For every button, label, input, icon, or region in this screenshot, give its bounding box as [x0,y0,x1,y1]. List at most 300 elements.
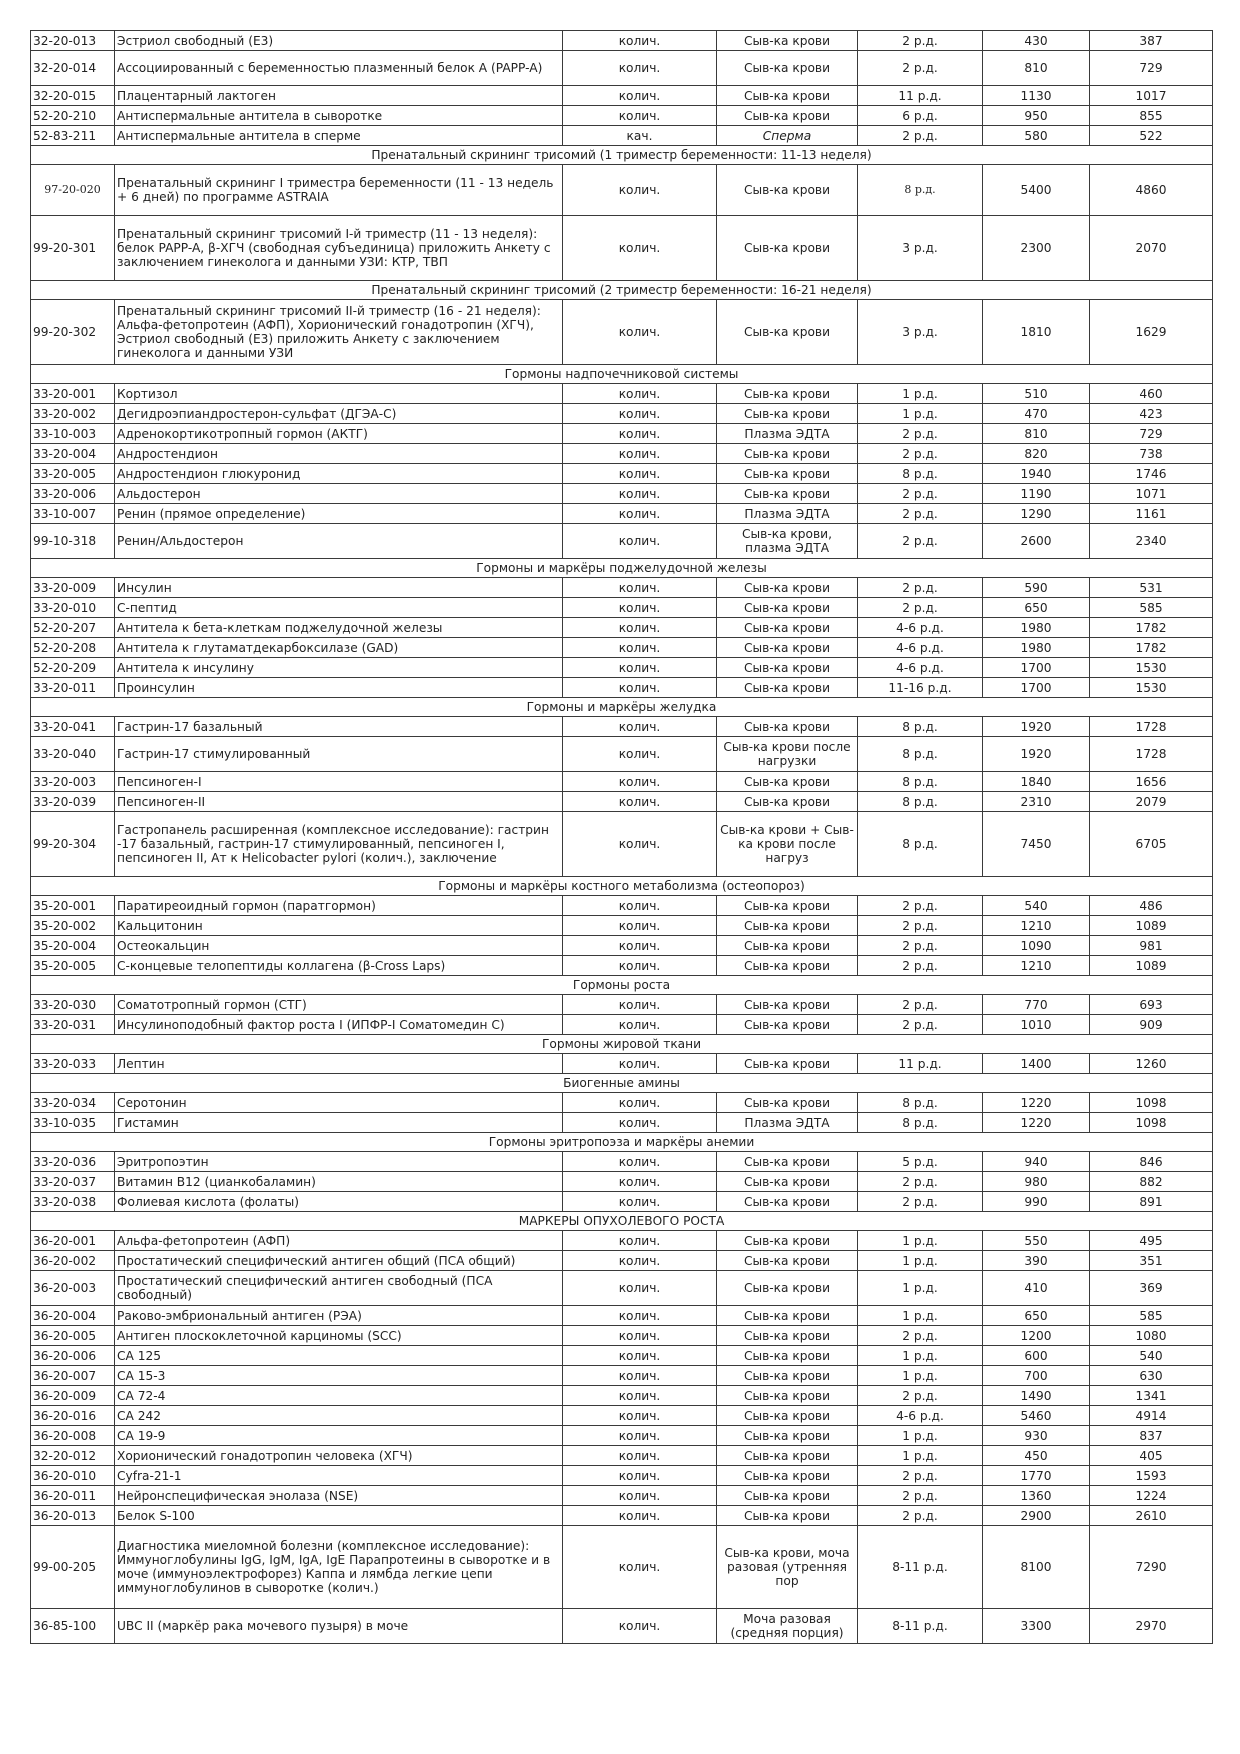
price-cell: 990 [983,1192,1090,1212]
biomaterial-cell: Сыв-ка крови [717,1346,858,1366]
test-name-cell: СА 19-9 [115,1426,563,1446]
biomaterial-cell: Сыв-ка крови [717,1506,858,1526]
turnaround-term-cell: 11 р.д. [858,1054,983,1074]
discount-price-cell: 585 [1090,598,1213,618]
section-header-row [31,559,1213,578]
analysis-type-cell: колич. [563,300,717,365]
test-name-cell: Кальцитонин [115,916,563,936]
test-code-cell: 33-20-010 [31,598,115,618]
table-row [31,1172,1213,1192]
discount-price-cell: 1341 [1090,1386,1213,1406]
test-name-cell: Пренатальный скрининг трисомий II-й триместр (16 - 21 неделя): Альфа-фетопротеин (АФП), Хорионический гонадотропин (ХГЧ), Эстриол свободный (Е3) приложить Анкету с заключением гинеколога и данными УЗИ [115,300,563,365]
turnaround-term-cell: 2 р.д. [858,916,983,936]
turnaround-term-cell: 2 р.д. [858,31,983,51]
discount-price-cell: 2340 [1090,524,1213,559]
test-name-cell: Раково-эмбриональный антиген (РЭА) [115,1306,563,1326]
turnaround-term-cell: 2 р.д. [858,578,983,598]
biomaterial-cell: Сыв-ка крови [717,1192,858,1212]
test-name-cell: Пренатальный скрининг трисомий I-й триместр (11 - 13 неделя): белок PAPP-A, β-ХГЧ (свободная субъединица) приложить Анкету с заключением гинеколога и данными УЗИ: КТР, ТВП [115,216,563,281]
turnaround-term-cell: 1 р.д. [858,1446,983,1466]
test-code-cell: 52-20-207 [31,618,115,638]
analysis-type-cell: колич. [563,1015,717,1035]
test-name-cell: Гистамин [115,1113,563,1133]
turnaround-term-cell: 2 р.д. [858,1386,983,1406]
test-name-cell: Эстриол свободный (Е3) [115,31,563,51]
turnaround-term-cell: 8 р.д. [858,812,983,877]
test-code-cell: 33-20-036 [31,1152,115,1172]
test-name-cell: Альфа-фетопротеин (АФП) [115,1231,563,1251]
analysis-type-cell: колич. [563,792,717,812]
turnaround-term-cell: 11 р.д. [858,86,983,106]
price-cell: 1810 [983,300,1090,365]
biomaterial-cell: Сыв-ка крови [717,1486,858,1506]
price-cell: 980 [983,1172,1090,1192]
price-cell: 1210 [983,916,1090,936]
table-row [31,618,1213,638]
turnaround-term-cell: 8 р.д. [858,1093,983,1113]
test-code-cell: 32-20-013 [31,31,115,51]
test-code-cell: 36-20-003 [31,1271,115,1306]
section-header-row [31,877,1213,896]
section-title: Гормоны жировой ткани [31,1035,1213,1054]
test-name-cell: Пепсиноген-II [115,792,563,812]
analysis-type-cell: колич. [563,1406,717,1426]
section-header-row [31,1212,1213,1231]
test-code-cell: 33-20-006 [31,484,115,504]
biomaterial-cell: Сперма [717,126,858,146]
test-name-cell: Cyfra-21-1 [115,1466,563,1486]
discount-price-cell: 2970 [1090,1609,1213,1644]
price-cell: 1290 [983,504,1090,524]
discount-price-cell: 7290 [1090,1526,1213,1609]
turnaround-term-cell: 4-6 р.д. [858,618,983,638]
price-cell: 940 [983,1152,1090,1172]
price-cell: 390 [983,1251,1090,1271]
turnaround-term-cell: 8 р.д. [858,165,983,216]
biomaterial-cell: Плазма ЭДТА [717,1113,858,1133]
turnaround-term-cell: 8 р.д. [858,464,983,484]
test-code-cell: 52-20-209 [31,658,115,678]
price-cell: 1700 [983,678,1090,698]
test-name-cell: Витамин В12 (цианкобаламин) [115,1172,563,1192]
table-row [31,1506,1213,1526]
price-list-page [30,30,1212,1644]
biomaterial-cell: Сыв-ка крови [717,772,858,792]
biomaterial-cell: Сыв-ка крови [717,1152,858,1172]
discount-price-cell: 540 [1090,1346,1213,1366]
test-code-cell: 36-20-007 [31,1366,115,1386]
biomaterial-cell: Сыв-ка крови [717,165,858,216]
table-row [31,1093,1213,1113]
turnaround-term-cell: 3 р.д. [858,216,983,281]
biomaterial-cell: Плазма ЭДТА [717,424,858,444]
discount-price-cell: 1746 [1090,464,1213,484]
turnaround-term-cell: 1 р.д. [858,1346,983,1366]
discount-price-cell: 1089 [1090,916,1213,936]
analysis-type-cell: колич. [563,956,717,976]
analysis-type-cell: колич. [563,1386,717,1406]
turnaround-term-cell: 8-11 р.д. [858,1526,983,1609]
test-code-cell: 33-20-030 [31,995,115,1015]
test-name-cell: СА 15-3 [115,1366,563,1386]
price-cell: 580 [983,126,1090,146]
turnaround-term-cell: 8 р.д. [858,772,983,792]
test-name-cell: Ренин (прямое определение) [115,504,563,524]
turnaround-term-cell: 2 р.д. [858,896,983,916]
price-cell: 1200 [983,1326,1090,1346]
table-row [31,792,1213,812]
section-title: Гормоны и маркёры поджелудочной железы [31,559,1213,578]
table-row [31,1366,1213,1386]
test-code-cell: 33-10-035 [31,1113,115,1133]
test-code-cell: 33-20-033 [31,1054,115,1074]
test-name-cell: Соматотропный гормон (СТГ) [115,995,563,1015]
test-name-cell: Плацентарный лактоген [115,86,563,106]
analysis-type-cell: колич. [563,896,717,916]
biomaterial-cell: Сыв-ка крови [717,956,858,976]
table-row [31,1306,1213,1326]
test-code-cell: 33-20-004 [31,444,115,464]
test-code-cell: 52-20-208 [31,638,115,658]
analysis-type-cell: колич. [563,578,717,598]
price-cell: 1770 [983,1466,1090,1486]
price-cell: 1090 [983,936,1090,956]
discount-price-cell: 1656 [1090,772,1213,792]
price-cell: 7450 [983,812,1090,877]
price-cell: 1980 [983,618,1090,638]
biomaterial-cell: Сыв-ка крови [717,1093,858,1113]
analysis-type-cell: колич. [563,772,717,792]
biomaterial-cell: Сыв-ка крови [717,1386,858,1406]
price-cell: 5460 [983,1406,1090,1426]
analysis-type-cell: кач. [563,126,717,146]
test-code-cell: 36-20-004 [31,1306,115,1326]
discount-price-cell: 405 [1090,1446,1213,1466]
section-title: Гормоны роста [31,976,1213,995]
lab-test-price-table [30,30,1213,1644]
biomaterial-cell: Сыв-ка крови [717,1446,858,1466]
test-name-cell: Антитела к бета-клеткам поджелудочной железы [115,618,563,638]
price-cell: 650 [983,1306,1090,1326]
table-row [31,916,1213,936]
test-code-cell: 33-20-034 [31,1093,115,1113]
table-row [31,524,1213,559]
discount-price-cell: 2070 [1090,216,1213,281]
section-title: Пренатальный скрининг трисомий (1 триместр беременности: 11-13 неделя) [31,146,1213,165]
discount-price-cell: 1071 [1090,484,1213,504]
analysis-type-cell: колич. [563,678,717,698]
price-cell: 1490 [983,1386,1090,1406]
analysis-type-cell: колич. [563,51,717,86]
discount-price-cell: 6705 [1090,812,1213,877]
discount-price-cell: 531 [1090,578,1213,598]
biomaterial-cell: Сыв-ка крови [717,51,858,86]
price-cell: 820 [983,444,1090,464]
analysis-type-cell: колич. [563,936,717,956]
discount-price-cell: 351 [1090,1251,1213,1271]
turnaround-term-cell: 3 р.д. [858,300,983,365]
turnaround-term-cell: 8 р.д. [858,717,983,737]
biomaterial-cell: Сыв-ка крови [717,384,858,404]
section-title: Биогенные амины [31,1074,1213,1093]
table-row [31,216,1213,281]
turnaround-term-cell: 1 р.д. [858,1306,983,1326]
test-code-cell: 32-20-014 [31,51,115,86]
discount-price-cell: 423 [1090,404,1213,424]
price-table-body [31,31,1213,1644]
test-code-cell: 33-20-031 [31,1015,115,1035]
table-row [31,1486,1213,1506]
price-cell: 1400 [983,1054,1090,1074]
biomaterial-cell: Сыв-ка крови [717,1466,858,1486]
test-code-cell: 36-20-016 [31,1406,115,1426]
biomaterial-cell: Сыв-ка крови [717,444,858,464]
test-name-cell: Антитела к инсулину [115,658,563,678]
analysis-type-cell: колич. [563,812,717,877]
section-header-row [31,1133,1213,1152]
biomaterial-cell: Сыв-ка крови после нагрузки [717,737,858,772]
turnaround-term-cell: 4-6 р.д. [858,1406,983,1426]
discount-price-cell: 882 [1090,1172,1213,1192]
section-header-row [31,281,1213,300]
analysis-type-cell: колич. [563,1113,717,1133]
test-name-cell: Простатический специфический антиген общий (ПСА общий) [115,1251,563,1271]
analysis-type-cell: колич. [563,1426,717,1446]
turnaround-term-cell: 2 р.д. [858,504,983,524]
table-row [31,1406,1213,1426]
test-code-cell: 33-20-005 [31,464,115,484]
biomaterial-cell: Сыв-ка крови [717,86,858,106]
price-cell: 1840 [983,772,1090,792]
test-code-cell: 99-20-304 [31,812,115,877]
table-row [31,1609,1213,1644]
table-row [31,678,1213,698]
analysis-type-cell: колич. [563,598,717,618]
turnaround-term-cell: 8-11 р.д. [858,1609,983,1644]
table-row [31,1054,1213,1074]
biomaterial-cell: Сыв-ка крови [717,1251,858,1271]
analysis-type-cell: колич. [563,484,717,504]
price-cell: 950 [983,106,1090,126]
table-row [31,126,1213,146]
test-name-cell: Нейронспецифическая энолаза (NSE) [115,1486,563,1506]
price-cell: 2600 [983,524,1090,559]
section-header-row [31,698,1213,717]
table-row [31,638,1213,658]
analysis-type-cell: колич. [563,1446,717,1466]
test-name-cell: Фолиевая кислота (фолаты) [115,1192,563,1212]
discount-price-cell: 1080 [1090,1326,1213,1346]
table-row [31,956,1213,976]
test-code-cell: 36-85-100 [31,1609,115,1644]
analysis-type-cell: колич. [563,1054,717,1074]
table-row [31,812,1213,877]
biomaterial-cell: Сыв-ка крови [717,995,858,1015]
test-name-cell: Дегидроэпиандростерон-сульфат (ДГЭА-С) [115,404,563,424]
price-cell: 770 [983,995,1090,1015]
table-row [31,464,1213,484]
turnaround-term-cell: 5 р.д. [858,1152,983,1172]
table-row [31,404,1213,424]
test-code-cell: 33-20-037 [31,1172,115,1192]
analysis-type-cell: колич. [563,717,717,737]
table-row [31,1251,1213,1271]
test-code-cell: 33-20-011 [31,678,115,698]
section-title: Гормоны и маркёры костного метаболизма (остеопороз) [31,877,1213,896]
table-row [31,1466,1213,1486]
price-cell: 930 [983,1426,1090,1446]
price-cell: 2300 [983,216,1090,281]
test-code-cell: 33-20-039 [31,792,115,812]
discount-price-cell: 909 [1090,1015,1213,1035]
analysis-type-cell: колич. [563,1466,717,1486]
test-name-cell: Лептин [115,1054,563,1074]
discount-price-cell: 1224 [1090,1486,1213,1506]
biomaterial-cell: Сыв-ка крови + Сыв-ка крови после нагруз [717,812,858,877]
biomaterial-cell: Сыв-ка крови [717,916,858,936]
biomaterial-cell: Сыв-ка крови [717,216,858,281]
table-row [31,1326,1213,1346]
price-cell: 1360 [983,1486,1090,1506]
analysis-type-cell: колич. [563,444,717,464]
price-cell: 1940 [983,464,1090,484]
table-row [31,300,1213,365]
table-row [31,1346,1213,1366]
test-name-cell: Гастропанель расширенная (комплексное исследование): гастрин -17 базальный, гастрин-17 стимулированный, пепсиноген I, пепсиноген II, Ат к Helicobacter pylori (колич.), заключение [115,812,563,877]
analysis-type-cell: колич. [563,31,717,51]
discount-price-cell: 846 [1090,1152,1213,1172]
test-name-cell: Альдостерон [115,484,563,504]
discount-price-cell: 1098 [1090,1093,1213,1113]
price-cell: 1190 [983,484,1090,504]
analysis-type-cell: колич. [563,1306,717,1326]
biomaterial-cell: Сыв-ка крови, плазма ЭДТА [717,524,858,559]
test-name-cell: Паратиреоидный гормон (паратгормон) [115,896,563,916]
test-code-cell: 99-20-301 [31,216,115,281]
test-code-cell: 32-20-015 [31,86,115,106]
table-row [31,1231,1213,1251]
price-cell: 1920 [983,717,1090,737]
biomaterial-cell: Сыв-ка крови [717,678,858,698]
table-row [31,51,1213,86]
table-row [31,1526,1213,1609]
test-code-cell: 33-20-040 [31,737,115,772]
biomaterial-cell: Сыв-ка крови [717,1054,858,1074]
test-code-cell: 36-20-005 [31,1326,115,1346]
analysis-type-cell: колич. [563,1231,717,1251]
test-name-cell: С-концевые телопептиды коллагена (β-Cross Laps) [115,956,563,976]
biomaterial-cell: Сыв-ка крови [717,464,858,484]
test-code-cell: 99-20-302 [31,300,115,365]
table-row [31,1152,1213,1172]
test-name-cell: Инсулин [115,578,563,598]
discount-price-cell: 981 [1090,936,1213,956]
table-row [31,1446,1213,1466]
analysis-type-cell: колич. [563,618,717,638]
biomaterial-cell: Сыв-ка крови [717,1326,858,1346]
test-name-cell: Простатический специфический антиген свободный (ПСА свободный) [115,1271,563,1306]
analysis-type-cell: колич. [563,1366,717,1386]
test-name-cell: Хорионический гонадотропин человека (ХГЧ) [115,1446,563,1466]
analysis-type-cell: колич. [563,165,717,216]
test-name-cell: СА 72-4 [115,1386,563,1406]
turnaround-term-cell: 2 р.д. [858,1326,983,1346]
section-title: Гормоны эритропоэза и маркёры анемии [31,1133,1213,1152]
test-code-cell: 35-20-001 [31,896,115,916]
test-name-cell: Гастрин-17 базальный [115,717,563,737]
test-code-cell: 33-20-001 [31,384,115,404]
biomaterial-cell: Сыв-ка крови [717,1015,858,1035]
biomaterial-cell: Сыв-ка крови [717,404,858,424]
table-row [31,658,1213,678]
turnaround-term-cell: 2 р.д. [858,1172,983,1192]
test-code-cell: 33-20-041 [31,717,115,737]
discount-price-cell: 2079 [1090,792,1213,812]
test-name-cell: Кортизол [115,384,563,404]
turnaround-term-cell: 1 р.д. [858,384,983,404]
table-row [31,384,1213,404]
biomaterial-cell: Сыв-ка крови [717,484,858,504]
test-name-cell: Белок S-100 [115,1506,563,1526]
turnaround-term-cell: 2 р.д. [858,1192,983,1212]
test-name-cell: Инсулиноподобный фактор роста I (ИПФР-I Соматомедин С) [115,1015,563,1035]
discount-price-cell: 1629 [1090,300,1213,365]
price-cell: 550 [983,1231,1090,1251]
turnaround-term-cell: 11-16 р.д. [858,678,983,698]
turnaround-term-cell: 2 р.д. [858,51,983,86]
discount-price-cell: 729 [1090,424,1213,444]
table-row [31,1426,1213,1446]
test-name-cell: СА 242 [115,1406,563,1426]
test-name-cell: Антиспермальные антитела в сперме [115,126,563,146]
table-row [31,106,1213,126]
test-name-cell: Антитела к глутаматдекарбоксилазе (GAD) [115,638,563,658]
test-code-cell: 35-20-004 [31,936,115,956]
biomaterial-cell: Плазма ЭДТА [717,504,858,524]
discount-price-cell: 1782 [1090,638,1213,658]
turnaround-term-cell: 1 р.д. [858,404,983,424]
test-name-cell: Серотонин [115,1093,563,1113]
biomaterial-cell: Сыв-ка крови [717,618,858,638]
table-row [31,772,1213,792]
test-name-cell: Ренин/Альдостерон [115,524,563,559]
discount-price-cell: 1728 [1090,737,1213,772]
turnaround-term-cell: 4-6 р.д. [858,658,983,678]
test-code-cell: 36-20-002 [31,1251,115,1271]
price-cell: 2310 [983,792,1090,812]
table-row [31,598,1213,618]
test-code-cell: 97-20-020 [31,165,115,216]
table-row [31,896,1213,916]
test-code-cell: 99-10-318 [31,524,115,559]
price-cell: 8100 [983,1526,1090,1609]
price-cell: 5400 [983,165,1090,216]
analysis-type-cell: колич. [563,1609,717,1644]
analysis-type-cell: колич. [563,1093,717,1113]
test-name-cell: СА 125 [115,1346,563,1366]
discount-price-cell: 1098 [1090,1113,1213,1133]
analysis-type-cell: колич. [563,737,717,772]
analysis-type-cell: колич. [563,658,717,678]
price-cell: 450 [983,1446,1090,1466]
section-header-row [31,365,1213,384]
section-header-row [31,1074,1213,1093]
turnaround-term-cell: 2 р.д. [858,524,983,559]
price-cell: 2900 [983,1506,1090,1526]
biomaterial-cell: Сыв-ка крови [717,638,858,658]
test-name-cell: Адренокортикотропный гормон (АКТГ) [115,424,563,444]
test-code-cell: 35-20-005 [31,956,115,976]
